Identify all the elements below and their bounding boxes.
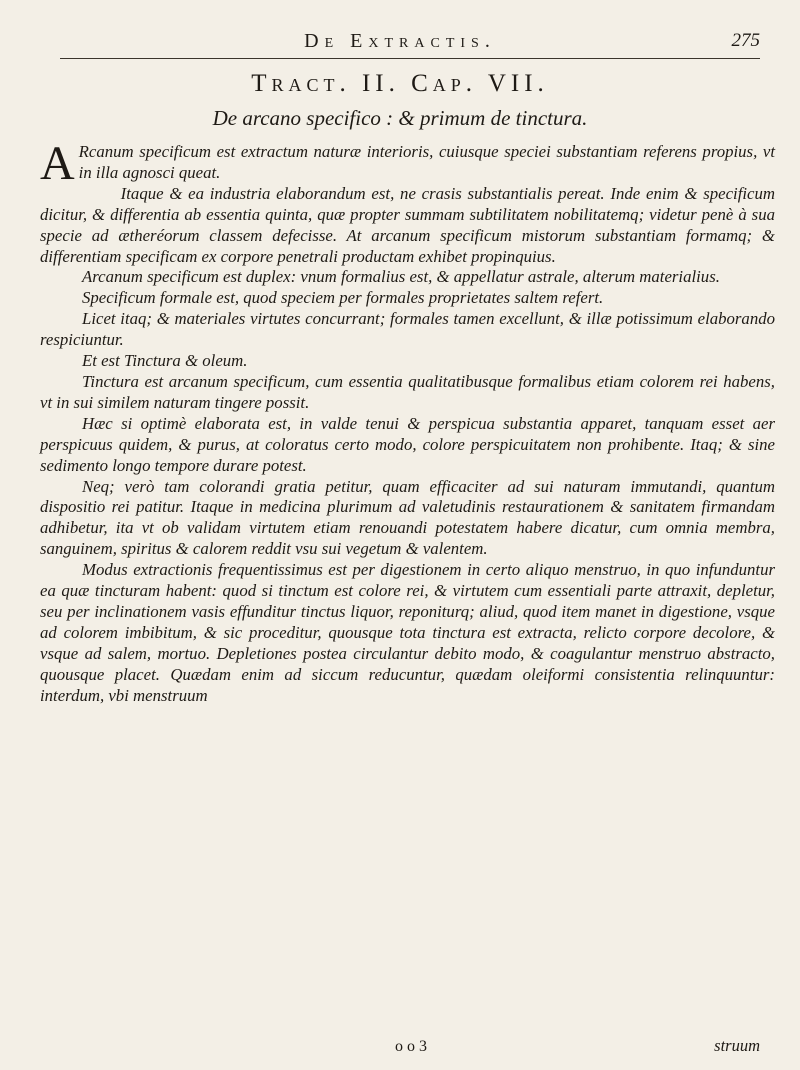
- paragraph: Hæc si optimè elaborata est, in valde tenui & perspicua substantia apparet, tanquam esset aer perspicuus quidem, & purus, at coloratus certo modo, colore perspicuitatem non prohibente. Itaq; & sine sedimento longo tempore durare potest.: [40, 413, 775, 475]
- paragraph-text: Rcanum specificum est extractum naturæ interioris, cuiusque speciei substantiam referens propius, vt in illa agnosci queat.: [78, 142, 775, 182]
- paragraph: Tinctura est arcanum specificum, cum essentia qualitatibusque formalibus etiam colorem rei habens, vt in sui similem naturam tingere possit.: [40, 371, 775, 412]
- drop-cap: A: [40, 137, 75, 190]
- paragraph: Itaque & ea industria elaborandum est, ne crasis substantialis pereat. Inde enim & specificum dicitur, & differentia ab essentia quinta, quæ propter summam subtilitatem nobilitatemq; videtur penè à sua specie ad ætheréorum classem defecisse. At arcanum specificum mistorum substantiam formamq; & differentiam specificam ex corpore penetrali productam exhibet propinquius.: [40, 183, 775, 266]
- body-text: [40, 137, 775, 706]
- paragraph: Arcanum specificum est duplex: vnum formalius est, & appellatur astrale, alterum materialius.: [82, 267, 720, 287]
- paragraph: Neq; verò tam colorandi gratia petitur, quam efficaciter ad sui naturam immutandi, quantum dispositio rei patitur. Itaque in medicina plurimum ad valetudinis restaurationem & sanitatem firmandam adhibetur, ita vt ob validam virtutem etiam renouandi potestatem habere dicatur, cum omnia membra, sanguinem, spiritus & calorem reddit vsu sui vegetum & valentem.: [40, 476, 775, 559]
- paragraph: Et est Tinctura & oleum.: [82, 351, 248, 371]
- catchword: struum: [714, 1036, 760, 1055]
- chapter-subtitle: De arcano specifico : & primum de tinctura.: [212, 106, 588, 130]
- running-head: [0, 28, 800, 58]
- header-rule: [60, 58, 760, 59]
- paragraph: [40, 137, 775, 190]
- chapter-title: Tract. II. Cap. VII.: [251, 70, 549, 97]
- paragraph: Modus extractionis frequentissimus est per digestionem in certo aliquo menstruo, in quo infunduntur ea quæ tincturam habent: quod si tinctum est colore rei, & virtutem cum essentiali parte attraxit, depletur, seu per inclinationem vasis effunditur tinctus liquor, reponiturq; aliud, quod item manet in digestione, vsque ad colorem imbibitum, & sic proceditur, quousque tota tinctura est extracta, relicto corpore decolore, & vsque ad salem, mortuo. Depletiones postea circulantur debito modo, & coagulantur menstruo abstracto, quousque placet. Quædam enim ad siccum reducuntur, quædam oleiformi consistentia relinquuntur: interdum, vbi menstruum: [40, 560, 775, 705]
- signature-mark: o o 3: [395, 1038, 427, 1055]
- running-title: De Extractis.: [304, 30, 496, 52]
- paragraph: Specificum formale est, quod speciem per formales proprietates saltem refert.: [82, 288, 604, 308]
- paragraph: Licet itaq; & materiales virtutes concurrant; formales tamen excellunt, & illæ potissimum elaborando respiciuntur.: [40, 309, 775, 350]
- page-number: 275: [731, 30, 760, 51]
